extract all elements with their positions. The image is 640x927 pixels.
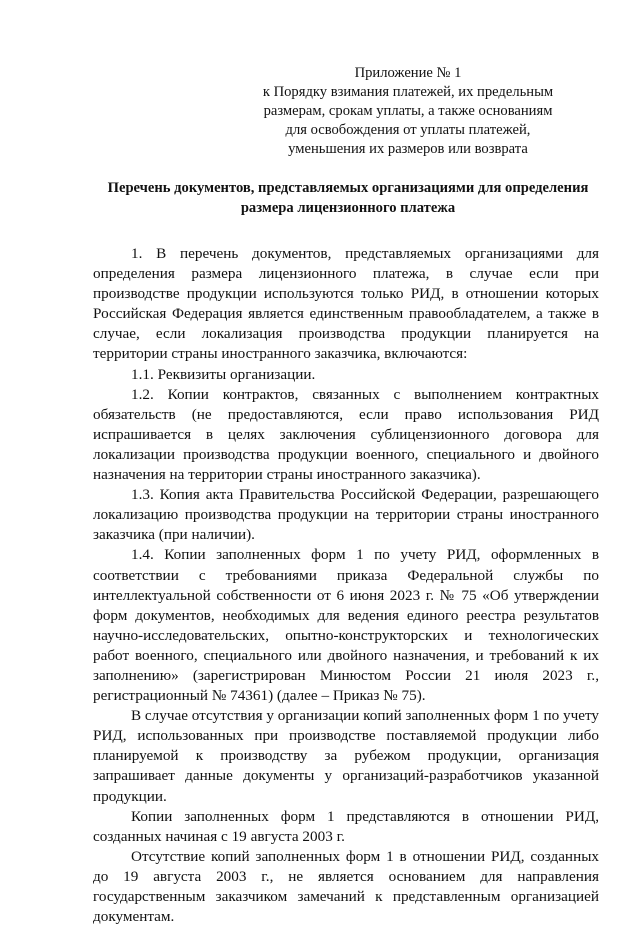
paragraph-1-1: 1.1. Реквизиты организации.: [131, 365, 316, 383]
appendix-header: [258, 64, 558, 159]
appendix-reference: к Порядку взимания платежей, их предельным размерам, срокам уплаты, а также основаниям для освобождения от уплаты платежей, уменьшения их размеров или возврата: [262, 84, 554, 157]
paragraph-1-3: 1.3. Копия акта Правительства Российской Федерации, разрешающего локализацию производства продукции на территории страны иностранного заказчика (при наличии).: [93, 486, 599, 544]
paragraph-forms-before-2003: Отсутствие копий заполненных форм 1 в отношении РИД, созданных до 19 августа 2003 г., не является основанием для направления государственным заказчиком замечаний к представленным организацией документам.: [93, 847, 599, 926]
document-body: [93, 244, 599, 927]
paragraph-1-4: 1.4. Копии заполненных форм 1 по учету РИД, оформленных в соответствии с требованиями приказа Федеральной службы по интеллектуальной собственности от 6 июня 2023 г. № 75 «Об утверждении форм документов, необходимых для ведения единого реестра результатов научно-исследовательских, опытно-конструкторских и технологических работ военного, специального или двойного назначения, и требований к их заполнению» (зарегистрирован Минюстом России 21 июля 2023 г., регистрационный № 74361) (далее – Приказ № 75).: [93, 546, 599, 705]
document-title: Перечень документов, представляемых организациями для определения размера лицензионного платежа: [107, 180, 589, 216]
paragraph-forms-since-2003: Копии заполненных форм 1 представляются в отношении РИД, созданных начиная с 19 августа 2003 г.: [93, 807, 599, 845]
paragraph-1: 1. В перечень документов, представляемых организациями для определения размера лицензионного платежа, в случае если при производстве продукции используются только РИД, в отношении которых Российская Федерация является единственным правообладателем, а также в случае, если локализация производства продукции планируется на территории страны иностранного заказчика, включаются:: [93, 245, 599, 363]
paragraph-1-2: 1.2. Копии контрактов, связанных с выполнением контрактных обязательств (не предоставляются, если право использования РИД испрашивается в целях заключения сублицензионного договора для локализации производства продукции военного, специального и двойного назначения на территории страны иностранного заказчика).: [93, 385, 599, 484]
appendix-number: Приложение № 1: [354, 65, 462, 81]
paragraph-missing-forms: В случае отсутствия у организации копий заполненных форм 1 по учету РИД, использованных при производстве поставляемой продукции либо планируемой к производству за рубежом продукции, организация запрашивает данные документы у организаций-разработчиков указанной продукции.: [93, 707, 599, 805]
